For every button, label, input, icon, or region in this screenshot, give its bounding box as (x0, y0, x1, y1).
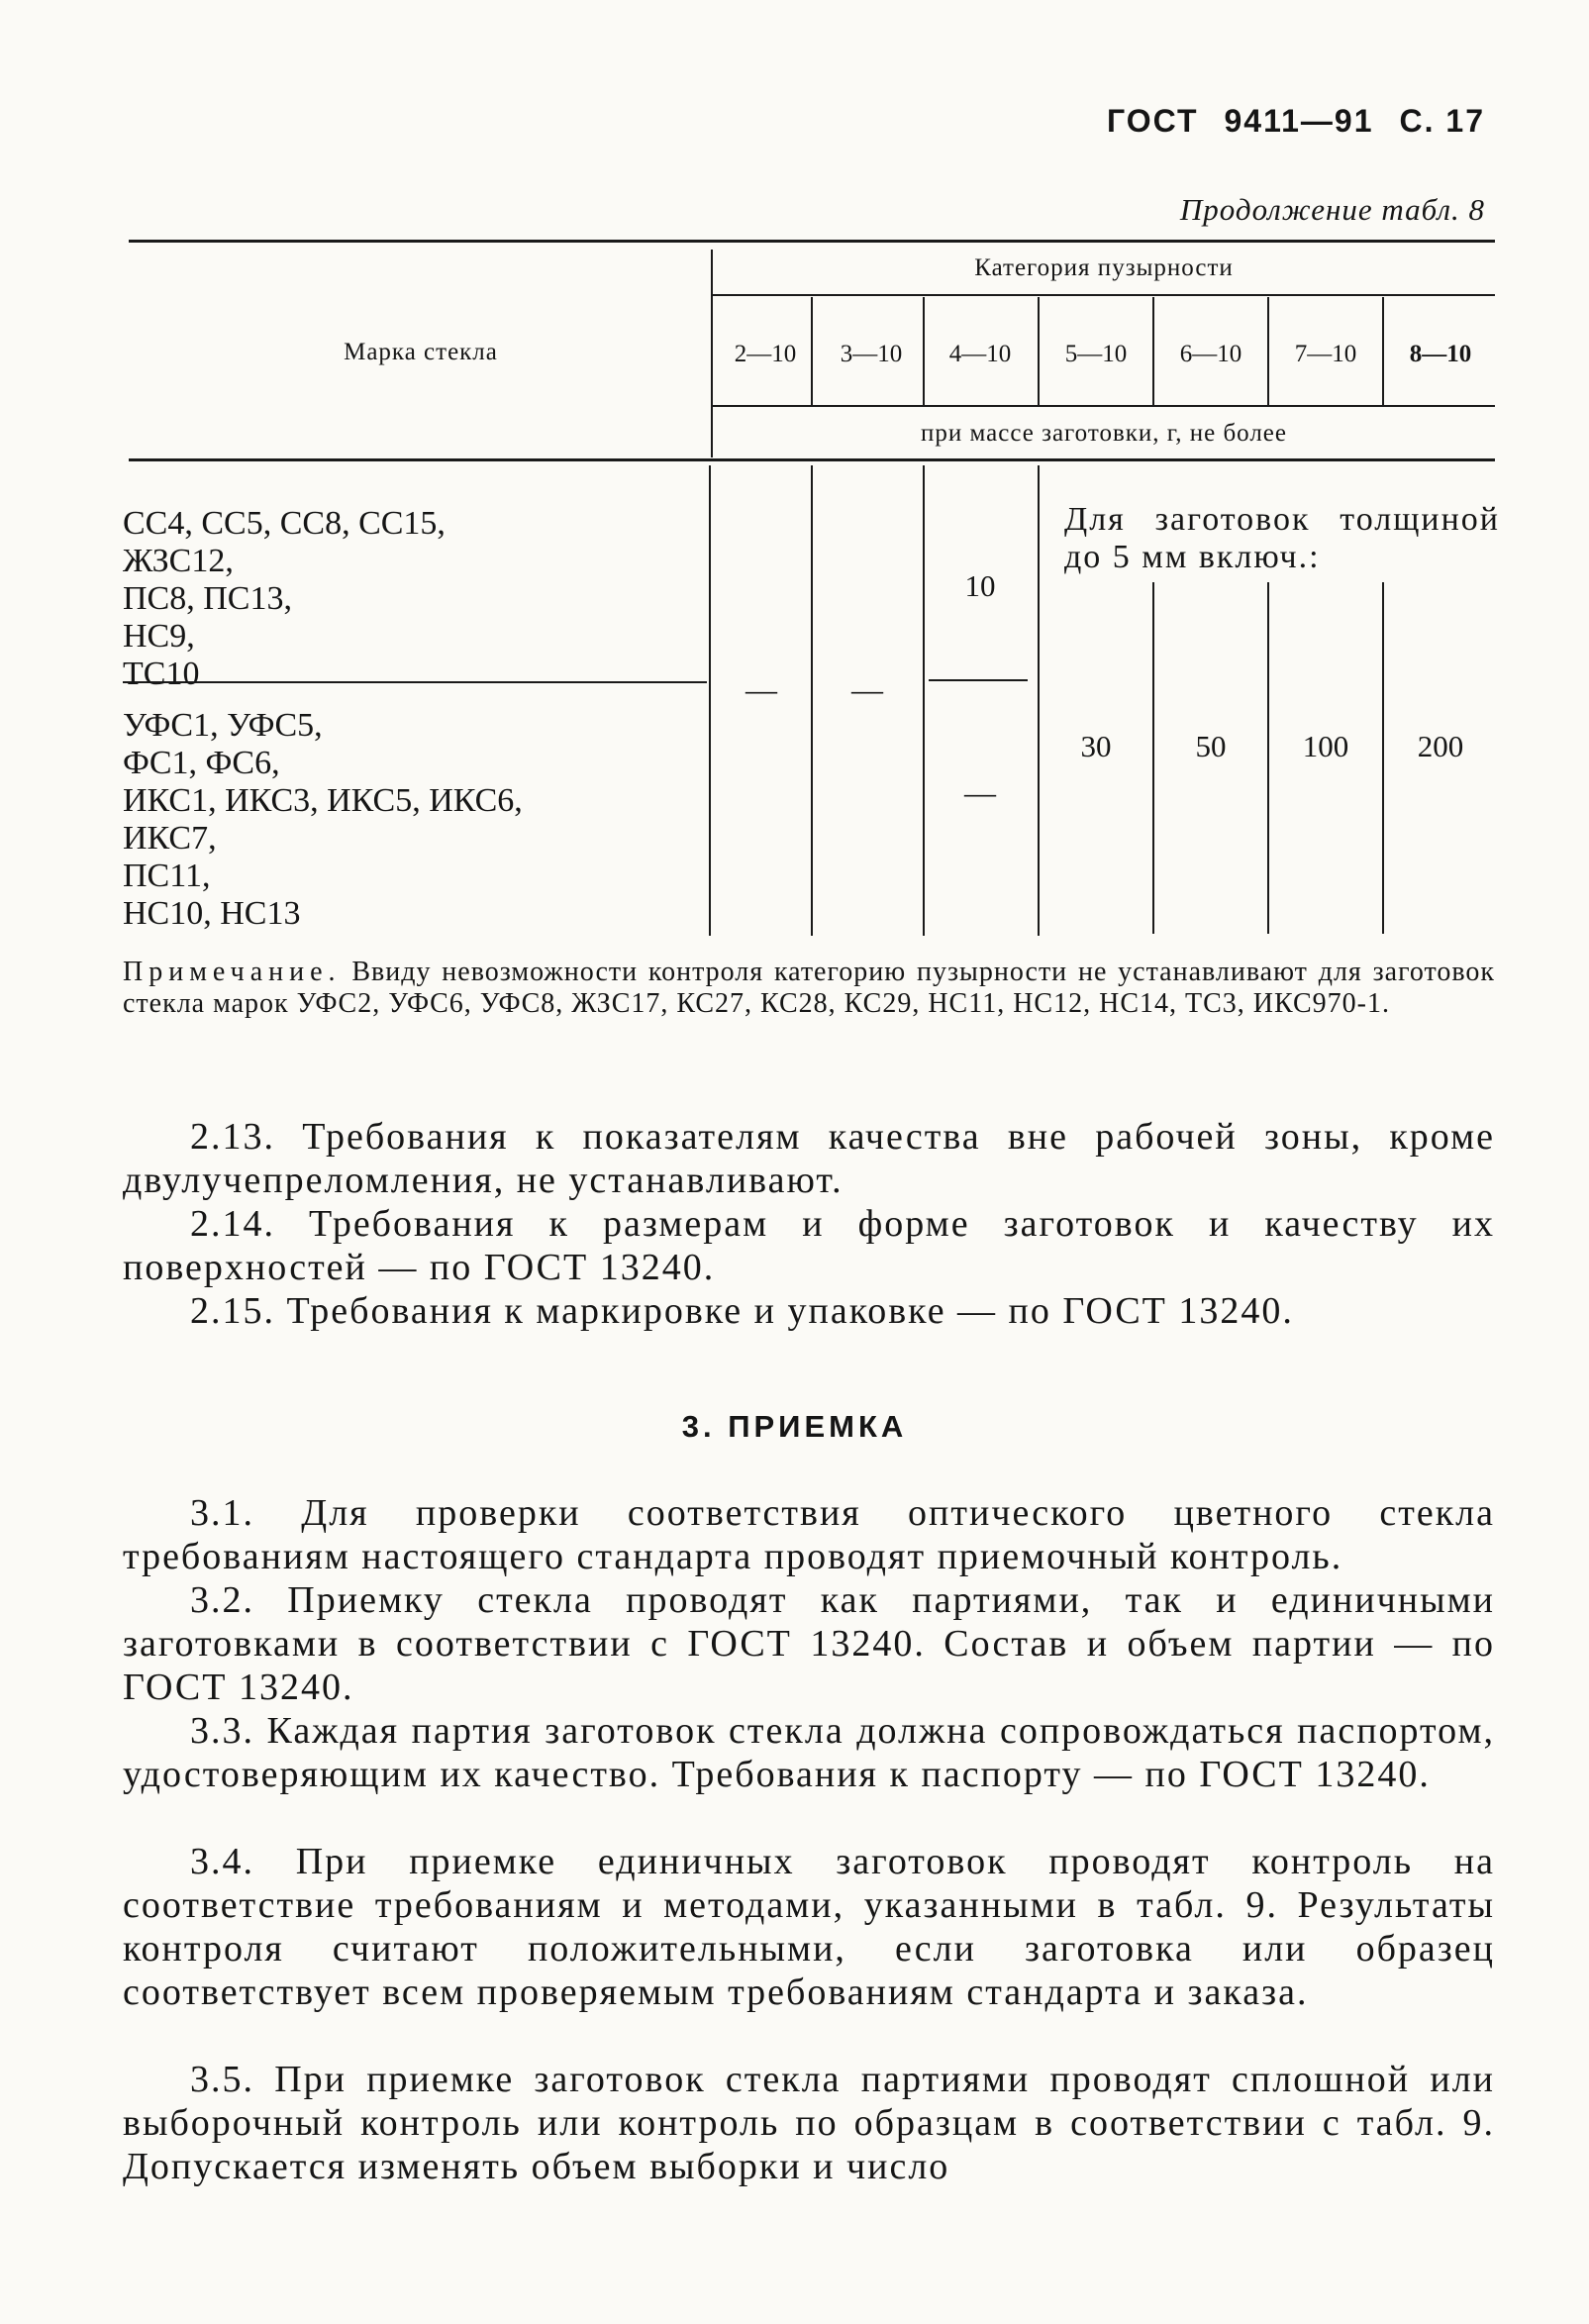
paragraph-3-1 (123, 1491, 1495, 1578)
value-6-10: 50 (1195, 729, 1227, 763)
category-4-10: 4—10 (948, 341, 1012, 367)
cat-divider-5 (1267, 297, 1269, 406)
brand-line: НС9, (123, 618, 195, 655)
body-divider-4 (1152, 582, 1154, 934)
table-note (123, 957, 1495, 1020)
cat-divider-6 (1382, 297, 1384, 406)
group1-value-4-10: 10 (964, 568, 996, 603)
category-header-rule (713, 294, 1495, 296)
paragraph-2-14 (123, 1202, 1495, 1289)
page-header (1069, 103, 1485, 140)
mass-subheader: при массе заготовки, г, не более (920, 420, 1287, 447)
brand-line: ИКС1, ИКС3, ИКС5, ИКС6, (123, 782, 523, 819)
dash-3-10: — (851, 671, 883, 707)
brand-line: ФС1, ФС6, (123, 745, 280, 781)
body-divider-2 (923, 465, 925, 936)
paragraph-text: 3.4. При приемке единичных заготовок проводят контроль на соответствие требованиям и методами, указанными в табл. 9. Результаты контроля считают положительными, если заготовка или образец соответствует всем проверяемым требованиям стандарта и заказа. (123, 1841, 1495, 2013)
paragraph-text: 2.15. Требования к маркировке и упаковке — по ГОСТ 13240. (190, 1290, 1294, 1332)
paragraph-text: 2.14. Требования к размерам и форме заготовок и качеству их поверхностей — по ГОСТ 13240. (123, 1203, 1495, 1288)
paragraph-text: 2.13. Требования к показателям качества вне рабочей зоны, кроме двулучепреломления, не устанавливают. (123, 1116, 1495, 1201)
brand-line: СС4, СС5, СС8, СС15, (123, 505, 446, 542)
brand-line: ИКС7, (123, 820, 217, 857)
group2-brands (123, 707, 523, 933)
header-gost: ГОСТ (1107, 103, 1199, 139)
value-separator-rule (929, 679, 1028, 681)
category-7-10: 7—10 (1294, 341, 1357, 367)
body-divider-1 (811, 465, 813, 936)
header-bottom-rule (129, 458, 1495, 461)
value-7-10: 100 (1302, 729, 1349, 763)
cat-divider-4 (1152, 297, 1154, 406)
dash-4-10: — (964, 774, 996, 810)
category-2-10: 2—10 (734, 341, 797, 367)
body-divider-3 (1038, 465, 1040, 936)
paragraph-2-15 (123, 1289, 1495, 1333)
brand-line: НС10, НС13 (123, 895, 301, 932)
note-label: Примечание. (123, 957, 342, 987)
body-divider-6 (1382, 582, 1384, 934)
brand-line: ПС8, ПС13, (123, 580, 292, 617)
brand-line: ЖЗС12, (123, 543, 234, 579)
header-page: С. 17 (1399, 103, 1485, 139)
value-5-10: 30 (1080, 729, 1112, 763)
paragraph-text: 3.2. Приемку стекла проводят как партиями, так и единичными заготовками в соответствии с ГОСТ 13240. Состав и объем партии — по ГОСТ 13240. (123, 1579, 1495, 1708)
value-8-10: 200 (1417, 729, 1464, 763)
category-column-header: Категория пузырности (974, 254, 1234, 281)
category-8-10: 8—10 (1409, 341, 1472, 367)
cat-divider-3 (1038, 297, 1040, 406)
paragraph-text: 3.5. При приемке заготовок стекла партиями проводят сплошной или выборочный контроль или контроль по образцам в соответствии с табл. 9. Допускается изменять объем выборки и число (123, 2059, 1495, 2187)
paragraph-text: 3.3. Каждая партия заготовок стекла должна сопровождаться паспортом, удостоверяющим их качество. Требования к паспорту — по ГОСТ 13240. (123, 1710, 1495, 1795)
paragraph-2-13 (123, 1115, 1495, 1202)
brand-column-header: Марка стекла (344, 339, 498, 365)
paragraph-text: 3.1. Для проверки соответствия оптического цветного стекла требованиям настоящего стандарта проводят приемочный контроль. (123, 1492, 1495, 1577)
brand-line: УФС1, УФС5, (123, 707, 323, 744)
paragraph-3-2 (123, 1578, 1495, 1709)
category-6-10: 6—10 (1179, 341, 1242, 367)
paragraph-3-4 (123, 1840, 1495, 2014)
header-number: 9411—91 (1224, 103, 1374, 139)
note-text: Ввиду невозможности контроля категорию пузырности не устанавливают для заготовок стекла марок УФС2, УФС6, УФС8, ЖЗС17, КС27, КС28, КС29, НС11, НС12, НС14, ТС3, ИКС970-1. (123, 957, 1496, 1019)
dash-2-10: — (745, 671, 777, 707)
brand-line: ПС11, (123, 858, 211, 894)
table-continuation-label: Продолжение табл. 8 (1179, 192, 1485, 227)
brand-column-divider-body (709, 465, 711, 936)
category-3-10: 3—10 (840, 341, 903, 367)
body-divider-5 (1267, 582, 1269, 934)
paragraph-3-3 (123, 1709, 1495, 1796)
thickness-note: Для заготовок толщиной до 5 мм включ.: (1064, 501, 1500, 575)
brand-line: ТС10 (123, 656, 200, 692)
paragraph-3-5 (123, 2058, 1495, 2188)
table-top-rule (129, 240, 1495, 243)
category-values-rule (713, 405, 1495, 407)
group1-brands (123, 505, 446, 693)
category-5-10: 5—10 (1064, 341, 1128, 367)
section-title: 3. ПРИЕМКА (681, 1409, 908, 1444)
